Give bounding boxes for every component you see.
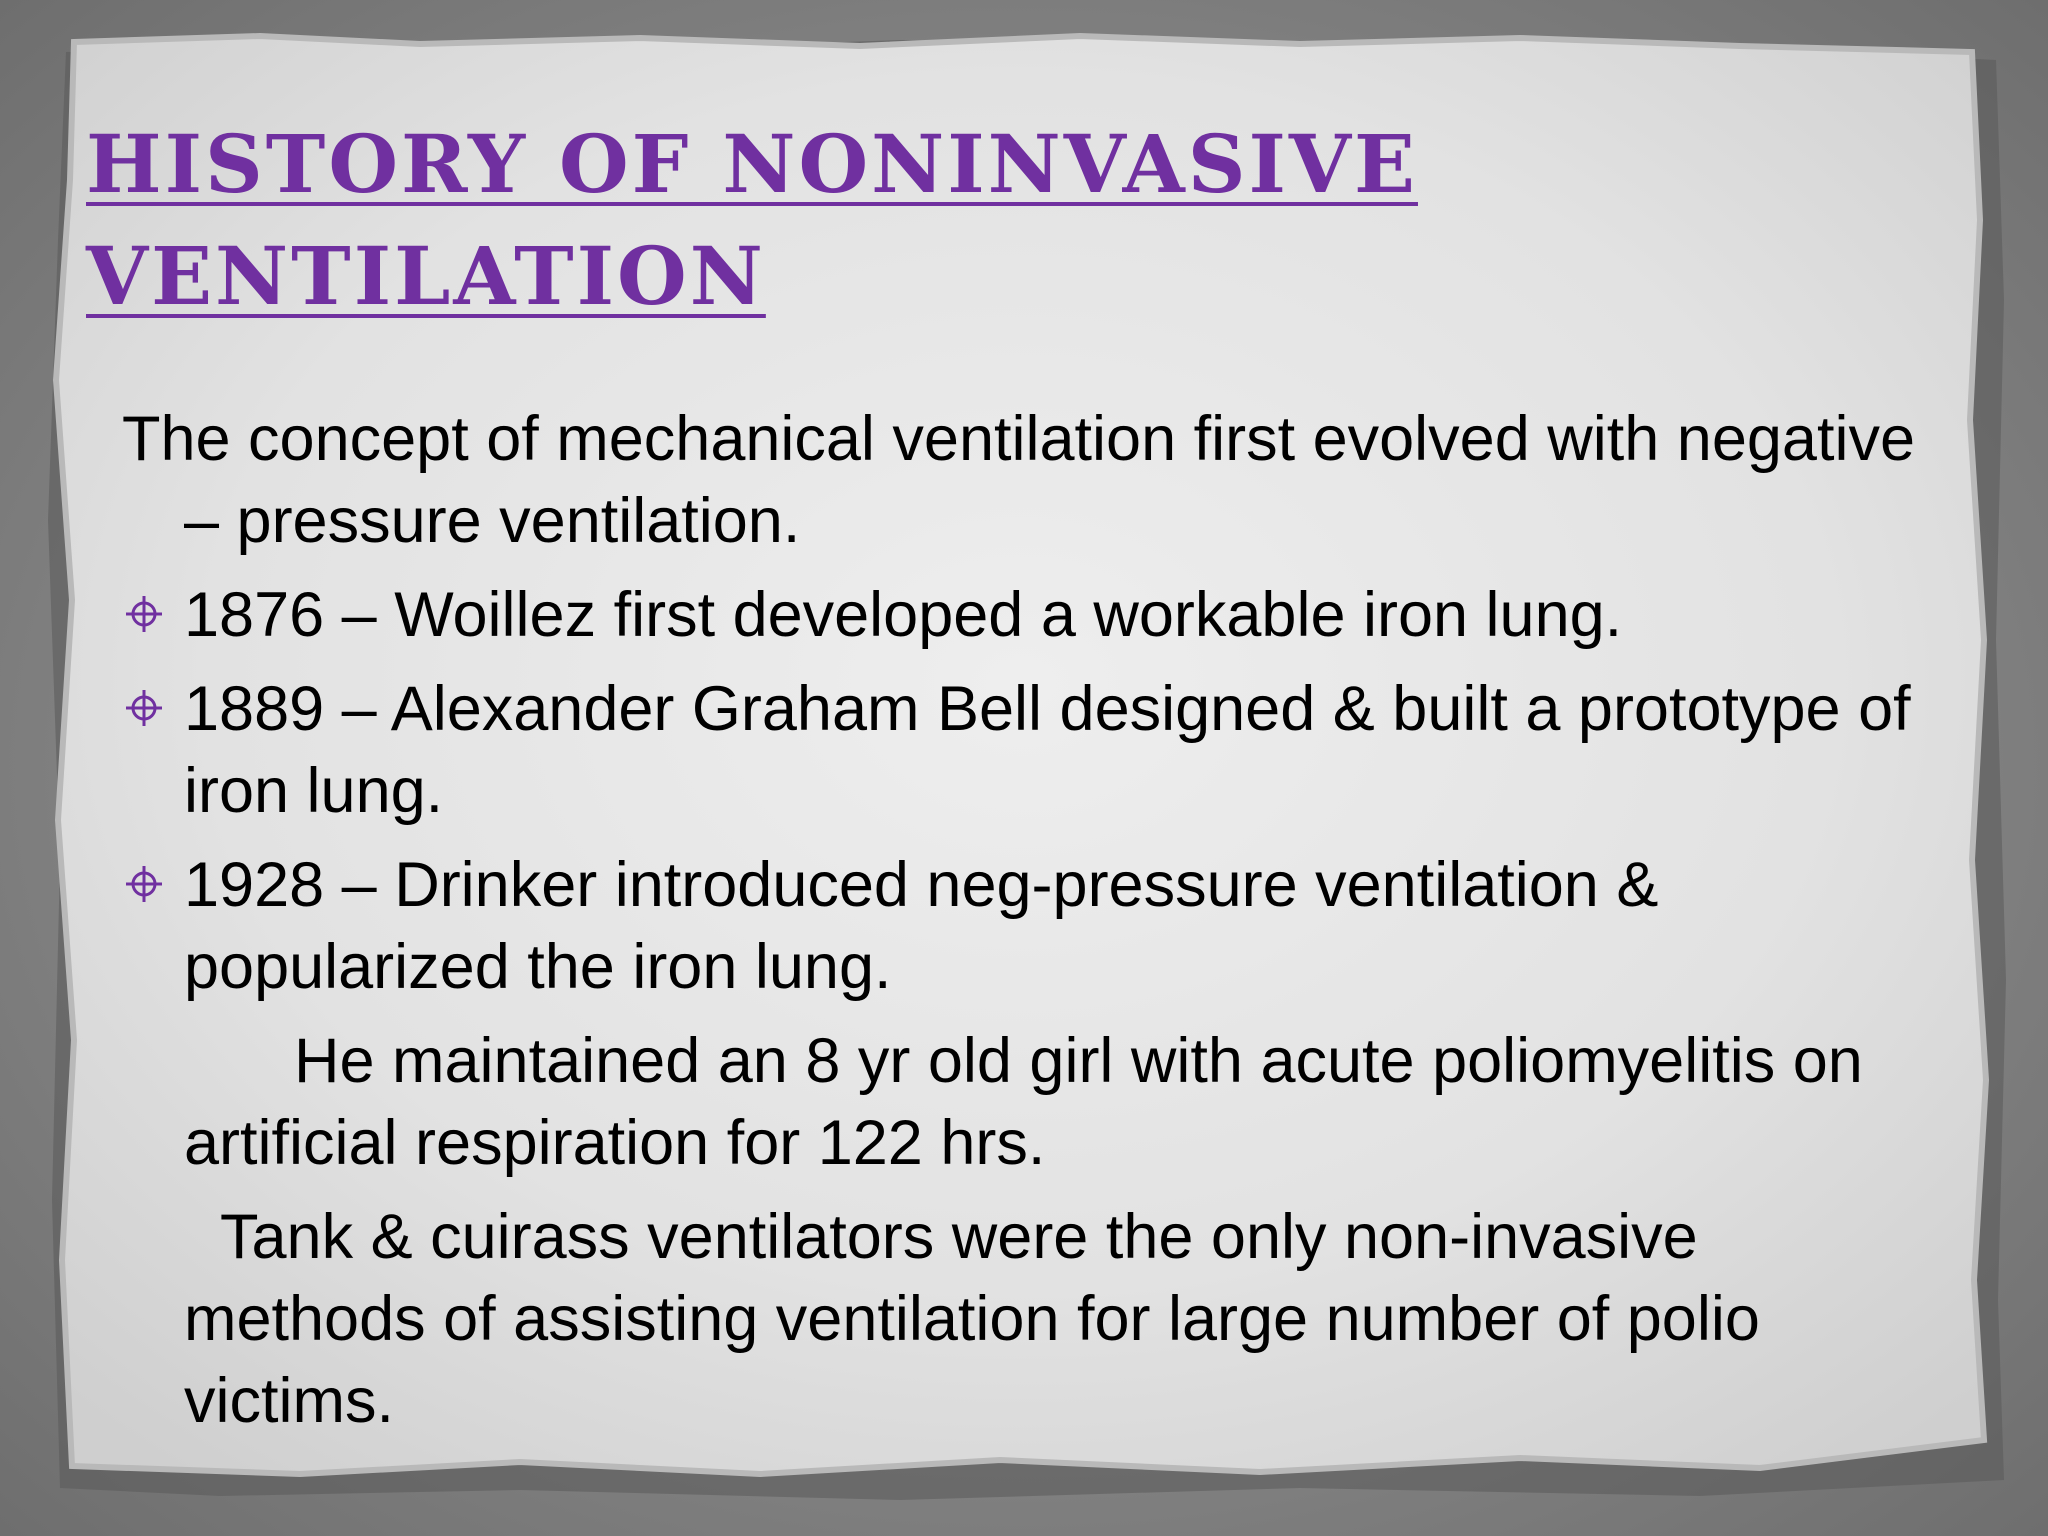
slide-title: HISTORY OF NONINVASIVE VENTILATION (86, 117, 1418, 323)
intro-paragraph: The concept of mechanical ventilation first evolved with negative – pressure ventilation. (122, 404, 1915, 556)
bullet-text: 1876 – Woillez first developed a workable iron lung. (184, 580, 1623, 650)
bullet-item-1928 (122, 844, 1922, 1008)
crosshair-bullet-icon (122, 862, 166, 906)
slide-body (122, 398, 1922, 1442)
bullet-text: 1928 – Drinker introduced neg-pressure ventilation & popularized the iron lung. (184, 850, 1659, 1002)
bullet-item-1889 (122, 668, 1922, 832)
bullet-item-1876 (122, 574, 1922, 656)
drinker-followup-paragraph: He maintained an 8 yr old girl with acute poliomyelitis on artificial respiration for 122 hrs. (184, 1026, 1863, 1178)
crosshair-bullet-icon (122, 592, 166, 636)
tank-cuirass-paragraph: Tank & cuirass ventilators were the only non-invasive methods of assisting ventilation for large number of polio victims. (184, 1202, 1760, 1436)
bullet-text: 1889 – Alexander Graham Bell designed & built a prototype of iron lung. (184, 674, 1911, 826)
crosshair-bullet-icon (122, 686, 166, 730)
